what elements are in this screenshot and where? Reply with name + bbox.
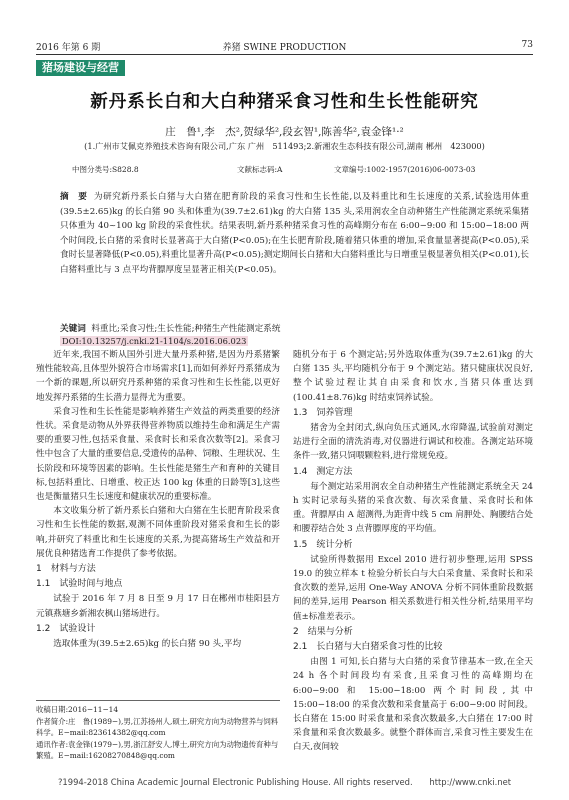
authors: 庄 鲁¹,李 杰²,贺绿华²,段玄智¹,陈善华²,袁金锋¹·²	[165, 126, 404, 138]
article-meta	[72, 164, 529, 174]
paragraph: 猪舍为全封闭式,纵向负压式通风,水帘降温,试验前对测定站进行全面的清洗消毒,对仪器进行调试和校准。各测定站环境条件一致,猪只饲喂颗粒料,进行常规免疫。	[293, 423, 533, 462]
keywords-label: 关键词	[60, 324, 86, 334]
left-column	[36, 348, 280, 651]
copyright-notice: ?1994-2018 China Academic Journal Electronic Publishing House. All rights reserved. http://www.cnki.net	[57, 777, 512, 787]
footnote	[36, 700, 280, 762]
abstract-text: 为研究新丹系长白猪与大白猪在肥育阶段的采食习性和生长性能,以及料重比和生长速度的关系,试验选用体重(39.5±2.65)kg 的长白猪 90 头和体重为(39.7±2.61)kg 的大白猪 135 头,采用润农全自动种猪生产性能测定系统采集猪只体重为 40~100 kg 阶段的采食性状。结果表明,新丹系种猪采食习性的高峰期分布在 6:00−9:00 和 15:00−18:00 两个时间段,长白猪的采食时长显著高于大白猪(P<0.05);在生长肥育阶段,随着猪只体重的增加,采食量显著提高(P<0.05),采食时长显著降低(P<0.05),料重比显著升高(P<0.05);测定期间长白猪和大白猪料重比与日增重呈极显著负相关(P<0.01),长白猪料重比与 3 点平均背膘厚度呈显著正相关(P<0.05)。	[60, 192, 529, 275]
paragraph: 采食习性和生长性能是影响养猪生产效益的两类重要的经济性状。采食是动物从外界获得营养物质以维持生命和满足生产需要的重要习性,包括采食量、采食时长和采食次数等[2]。采食习性中包含了大量的重要信息,受遗传的品种、饲粮、生理状况、生长阶段和环境等因素的影响。生长性能是猪生产和育种的关键目标,包括料重比、日增重、校正达 100 kg 体重的日龄等[3],这些也是衡量猪只生长速度和健康状况的重要标准。	[36, 406, 280, 503]
article-title: 新丹系长白和大白种猪采食习性和生长性能研究	[90, 92, 479, 112]
section-heading: 1.5 统计分析	[293, 539, 353, 550]
section-heading: 2.1 长白猪与大白猪采食习性的比较	[293, 642, 443, 653]
paragraph: 试验于 2016 年 7 月 8 日至 9 月 17 日在郴州市桂阳县方元镇燕塘乡新湘农枫山猪场进行。	[36, 594, 280, 619]
corresponding-author: 通讯作者:袁金锋(1979−),男,浙江舒安人,博士,研究方向为动物遗传育种与繁殖。E−mail:16208270848@qq.com	[36, 739, 279, 760]
section-heading: 1.4 测定方法	[293, 466, 353, 477]
affiliation: (1.广州市艾佩克养殖技术咨询有限公司,广东 广州 511493;2.新湘农生态科技有限公司,湖南 郴州 423000)	[84, 141, 485, 151]
paragraph: 本文收集分析了新丹系长白猪和大白猪在生长肥育阶段采食习性和生长性能的数据,观测不同体重阶段对猪采食和生长的影响,并研究了料重比和生长速度的关系,为提高猪场生产效益和开展优良种猪选育工作提供了参考依据。	[36, 506, 280, 559]
paragraph: 近年来,我国不断从国外引进大量丹系种猪,是因为丹系猪繁殖性能较高,且体型外貌符合市场需求[1],而如何养好丹系猪成为一个新的课题,所以研究丹系种猪的采食习性和生长性能,以更好地发挥丹系猪的生长潜力显得尤为重要。	[36, 350, 280, 403]
keywords-text: 料重比;采食习性;生长性能;种猪生产性能测定系统	[91, 324, 281, 334]
doi-link[interactable]: DOI:10.13257/j.cnki.21-1104/s.2016.06.023	[62, 336, 247, 346]
paragraph: 由图 1 可知,长白猪与大白猪的采食节律基本一致,在全天 24 h 各个时间段均有采食,且采食习性的高峰期均在 6:00−9:00 和 15:00−18:00 两个时间段,其中 15:00−18:00 的采食次数和采食量高于 6:00−9:00 时间段。长白猪在 15:00 时采食量和采食次数最多,大白猪在 17:00 时采食量和采食次数最多。就整个群体而言,采食习性主要发生在白天,夜间较	[293, 657, 533, 753]
paragraph: 随机分布于 6 个测定站;另外选取体重为(39.7±2.61)kg 的大白猪 135 头,平均随机分布于 9 个测定站。猪只健康状况良好,整个试验过程让其自由采食和饮水,当猪只体重达到(100.41±8.76)kg 时结束饲养试验。	[293, 350, 533, 403]
journal-issue: 2016 年第 6 期	[36, 43, 101, 53]
paragraph: 每个测定站采用润农全自动种猪生产性能测定系统全天 24 h 实时记录每头猪的采食次数、每次采食量、采食时长和体重。背膘厚由 A 超测得,为距背中线 5 cm 肩胛处、胸腰结合处和腰荐结合处 3 点背膘厚度的平均值。	[293, 481, 533, 535]
page-number: 73	[521, 40, 533, 50]
abstract-label: 摘 要	[60, 192, 88, 202]
section-heading: 2 结果与分析	[293, 626, 353, 637]
column-tag: 猪场建设与经营	[36, 60, 125, 76]
document-code: 文献标志码:A	[237, 165, 283, 174]
paragraph: 试验所得数据用 Excel 2010 进行初步整理,运用 SPSS 19.0 的独立样本 t 检验分析长白与大白采食量、采食时长和采食次数的差异,运用 One-Way ANOVA 分析不同体重阶段数据间的差异,运用 Pearson 相关系数进行相关性分析,结果用平均值±标准差表示。	[293, 554, 533, 622]
section-heading: 1.3 饲养管理	[293, 407, 353, 418]
paragraph: 选取体重为(39.5±2.65)kg 的长白猪 90 头,平均	[53, 639, 242, 650]
section-heading: 1.1 试验时间与地点	[36, 579, 123, 590]
journal-name: 养猪 SWINE PRODUCTION	[222, 43, 347, 53]
article-number: 文章编号:1002-1957(2016)06-0073-03	[334, 165, 476, 174]
clc-number: 中图分类号:S828.8	[72, 165, 139, 174]
section-heading: 1 材料与方法	[36, 564, 96, 575]
right-column	[293, 348, 533, 755]
section-heading: 1.2 试验设计	[36, 623, 96, 634]
author-bio: 作者简介:庄 鲁(1989−),男,江苏扬州人,硕士,研究方向为动物营养与饲料科学。E−mail:823614382@qq.com	[36, 716, 279, 737]
abstract	[60, 190, 529, 277]
running-header	[36, 40, 533, 55]
received-date: 收稿日期:2016−11−14	[36, 705, 119, 714]
keywords	[60, 322, 529, 334]
